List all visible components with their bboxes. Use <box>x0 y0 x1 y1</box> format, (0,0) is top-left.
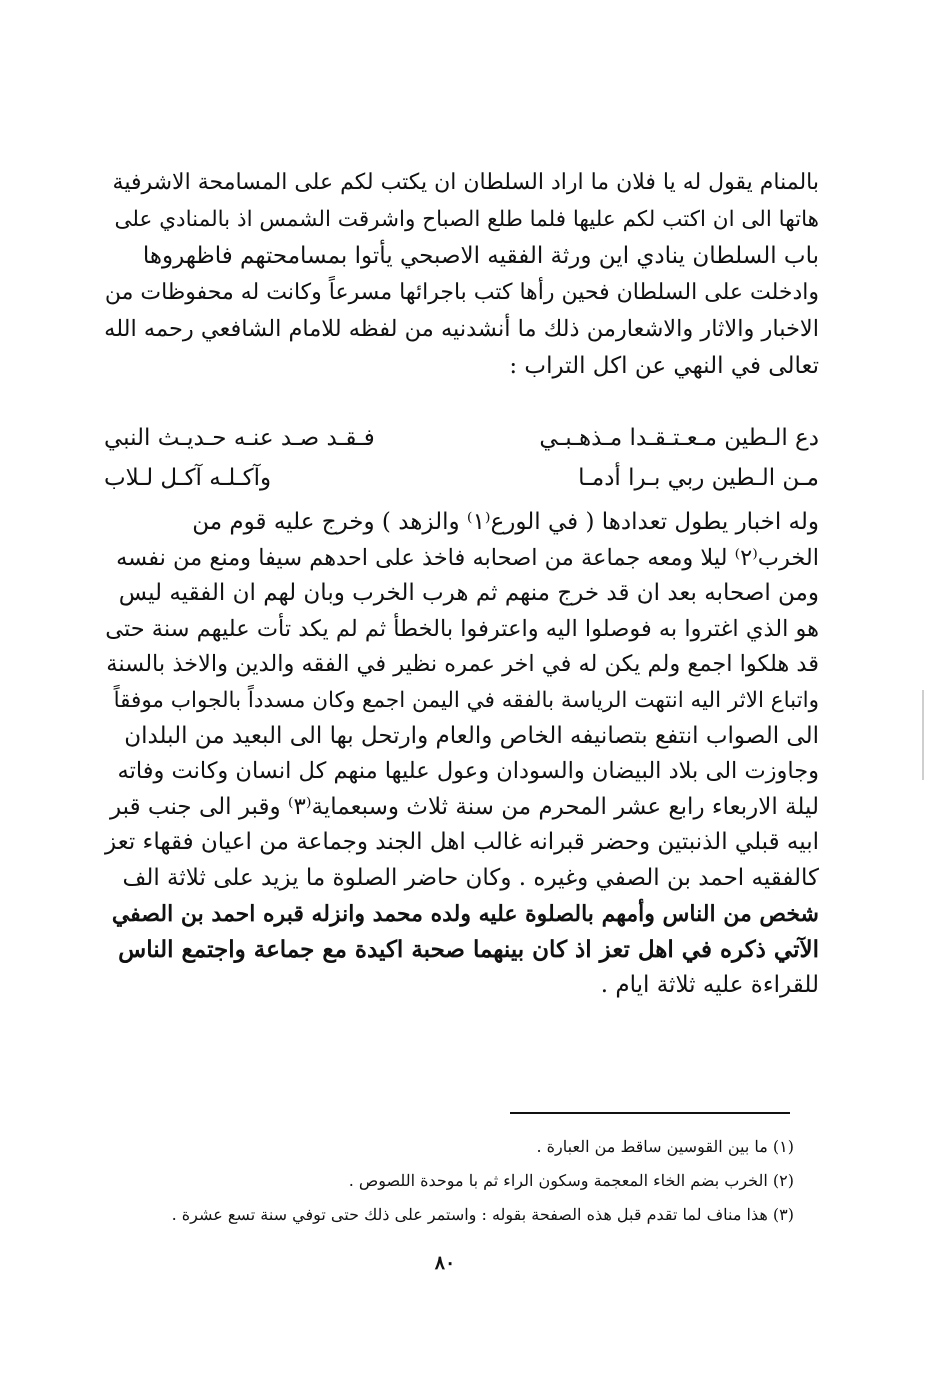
text-line: الخرب⁽٢⁾ ليلا ومعه جماعة من اصحابه فاخذ على احدهم سيفا ومنع من نفسه <box>116 544 819 571</box>
text-line: بالمنام يقول له يا فلان ما اراد السلطان ان يكتب لكم على المسامحة الاشرفية <box>112 170 819 195</box>
text-line: الى الصواب انتفع بتصانيفه الخاص والعام وارتحل بها الى البعيد من البلدان <box>124 722 819 749</box>
footnote-divider <box>510 1112 790 1114</box>
text-line: ليلة الاربعاء رابع عشر المحرم من سنة ثلاث وسبعماية⁽٣⁾ وقبر الى جنب قبر <box>109 793 819 820</box>
text-line: هو الذي اغتروا به فوصلوا اليه واعترفوا بالخطأ ثم لم يكد تأت عليهم سنة حتى <box>105 615 819 642</box>
footnote: (٣) هذا مناف لما تقدم قبل هذه الصفحة بقوله : واستمر على ذلك حتى توفي سنة تسع عشرة . <box>171 1205 794 1224</box>
text-line: ومن اصحابه بعد ان قد خرج منهم ثم هرب الخرب وبان لهم ان الفقيه ليس <box>118 580 819 607</box>
text-line: واتباع الاثر اليه انتهت الرياسة بالفقه في اليمن اجمع وكان مسدداً بالجواب موفقاً <box>113 687 819 713</box>
text-line: للقراءة عليه ثلاثة ايام . <box>600 971 819 998</box>
text-line: ابيه قبلي الذنبتين وحضر قبرانه غالب اهل الجند وجماعة من اعيان فقهاء تعز <box>105 829 819 856</box>
text-line: كالفقيه احمد بن الصفي وغيره . وكان حاضر الصلوة ما يزيد على ثلاثة الف <box>122 864 819 891</box>
text-line: قد هلكوا اجمع ولم يكن له في اخر عمره نظير في الفقه والدين والاخذ بالسنة <box>106 651 819 678</box>
poem-first-hemistich: دع الـطين مـعـتـقـدا مـذهـبـي <box>539 425 819 451</box>
footnotes <box>104 1130 794 1232</box>
poem-second-hemistich: فـقـد صـد عنـه حـديـث النبي <box>104 425 375 451</box>
text-line: الآتي ذكره في اهل تعز اذ كان بينهما صحبة اكيدة مع جماعة واجتمع الناس <box>118 936 819 964</box>
text-line: وجاوزت الى بلاد البيضان والسودان وعول عليها منهم كل انسان وكانت وفاته <box>117 758 819 785</box>
paragraph-2 <box>104 505 819 1003</box>
text-line: الاخبار والاثار والاشعارمن ذلك ما أنشدنيه من لفظه للامام الشافعي رحمه الله <box>104 316 819 342</box>
page-number: ٨٠ <box>434 1252 456 1274</box>
footnote: (١) ما بين القوسين ساقط من العبارة . <box>536 1137 794 1156</box>
text-line: هاتها الى ان اكتب لكم عليها فلما طلع الصباح واشرقت الشمس اذ بالمنادي على <box>114 206 819 232</box>
text-line: وله اخبار يطول تعدادها ( في الورع⁽١⁾ والزهد ) وخرج عليه قوم من <box>192 509 819 535</box>
poem-first-hemistich: مـن الـطين ربي بـرا أدمـا <box>578 465 819 491</box>
text-line: شخص من الناس وأمهم بالصلوة عليه ولده محمد وانزله قبره احمد بن الصفي <box>111 900 819 927</box>
poem-verse <box>104 425 819 461</box>
poem-verse <box>104 465 819 501</box>
text-line: تعالى في النهي عن اكل التراب : <box>509 352 819 379</box>
footnote: (٢) الخرب بضم الخاء المعجمة وسكون الراء ثم با موحدة اللصوص . <box>348 1171 794 1190</box>
poem-second-hemistich: وآكـلـه آكـل لـلاب <box>104 465 272 491</box>
scan-edge-mark <box>922 690 924 780</box>
text-line: باب السلطان ينادي اين ورثة الفقيه الاصبحي يأتوا بمسامحتهم فاظهروها <box>142 243 819 269</box>
text-line: وادخلت على السلطان فحين رأها كتب باجرائها مسرعاً وكانت له محفوظات من <box>104 279 819 305</box>
paragraph-1 <box>104 165 819 384</box>
